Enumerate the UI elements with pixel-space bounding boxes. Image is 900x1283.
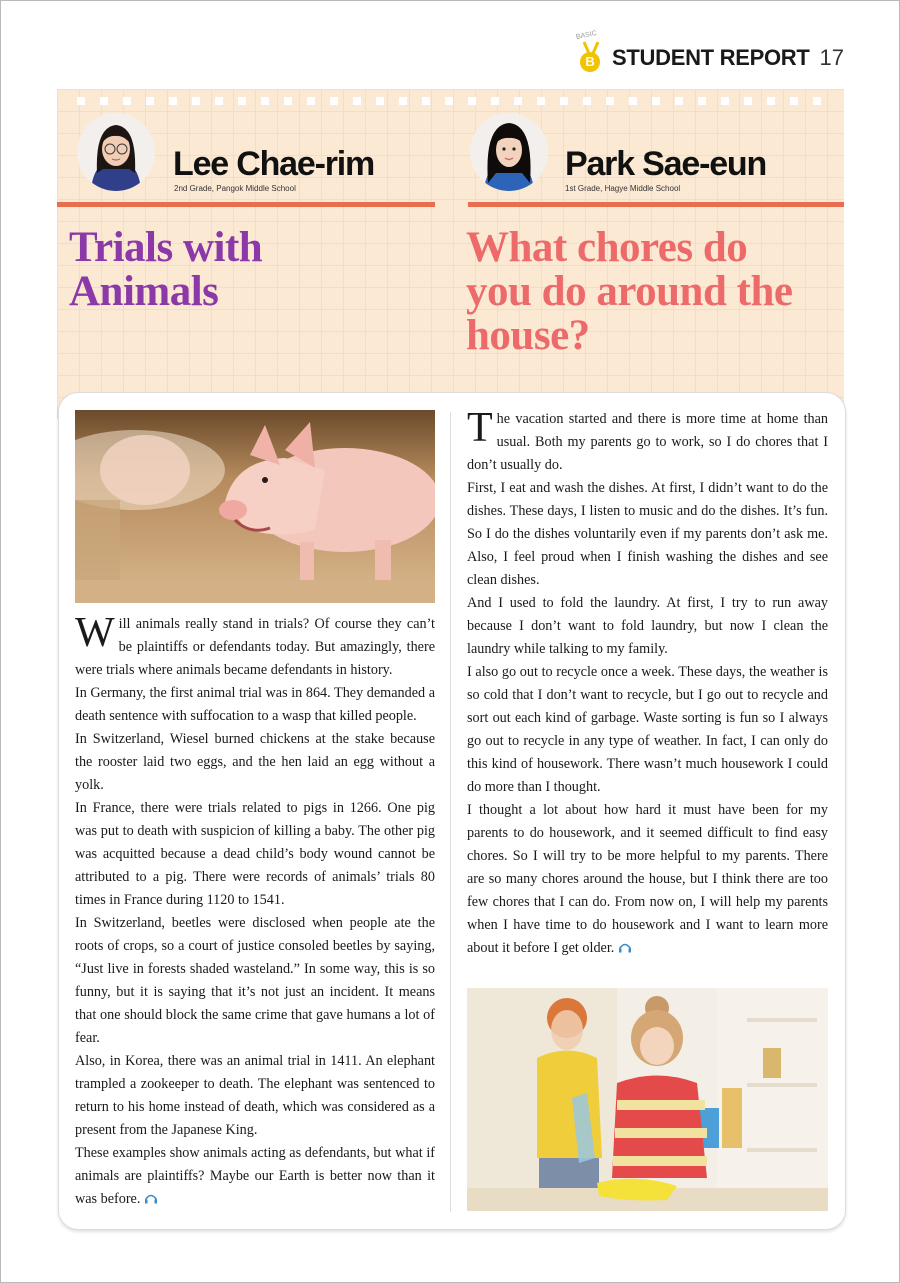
paragraph: I also go out to recycle once a week. These days, the weather is so cold that I don’t want to recycle, but I go out to recycle and sort out each kind of garbage. Waste sorting is fun so I always go out to recycle in any type of weather. In fact, I can only do this kind of housework. There wasn’t much housework I could do more than I thought.	[467, 664, 828, 795]
paragraph: In Switzerland, Wiesel burned chickens at the stake because the rooster laid two eggs, and the hen laid an egg without a yolk.	[75, 731, 435, 793]
headphones-icon	[144, 1193, 158, 1204]
paragraph: Also, in Korea, there was an animal trial in 1411. An elephant trampled a zookeeper to death. The elephant was sentenced to return to his home instead of death, which was considered as a present from the Japanese King.	[75, 1053, 435, 1138]
paragraph-text: I thought a lot about how hard it must have been for my parents to do housework, and it seemed difficult to find easy chores. So I will try to be more helpful to my parents. There are so many chores around the house, but I think there are too few chores that I can do. From now on, I will help my parents when I have time to do housework and I want to learn more about it before I get older.	[467, 802, 828, 956]
badge-letter: B	[580, 52, 600, 72]
paragraph	[467, 405, 828, 477]
badge-small-label: BASIC	[575, 29, 598, 42]
paragraph-text: ill animals really stand in trials? Of course they can’t be plaintiffs or defendants today. But amazingly, there were trials where animals became defendants in history.	[75, 616, 435, 678]
author-name-left: Lee Chae-rim	[173, 145, 375, 183]
drop-cap: W	[75, 610, 115, 656]
paragraph	[75, 1142, 435, 1211]
page-header	[576, 30, 844, 76]
headphones-icon	[618, 942, 632, 953]
title-right-line3: house?	[466, 312, 590, 359]
article-body-right	[467, 405, 828, 960]
paragraph: In France, there were trials related to pigs in 1266. One pig was put to death with suspicion of killing a baby. The other pig was acquitted because a dead child’s body wound cannot be attributed to a pig. There were records of animals’ trials 80 times in France during 1120 to 1541.	[75, 800, 435, 908]
pig-photo	[75, 410, 435, 603]
drop-cap: T	[467, 405, 493, 451]
page-number: 17	[819, 45, 844, 70]
section-title: STUDENT REPORT	[612, 45, 810, 70]
author-name-right: Park Sae-eun	[565, 145, 767, 183]
cleaning-photo	[467, 988, 828, 1211]
article-body-left	[75, 610, 435, 1211]
title-left-line1: Trials with	[69, 224, 263, 271]
author-school-left: 2nd Grade, Pangok Middle School	[174, 184, 296, 193]
paragraph	[75, 610, 435, 682]
article-title-right	[466, 226, 792, 358]
paragraph: And I used to fold the laundry. At first, I try to run away because I don’t want to fold laundry, but now I clean the laundry while talking to my family.	[467, 595, 828, 657]
author-school-right: 1st Grade, Hagye Middle School	[565, 184, 681, 193]
paragraph	[467, 799, 828, 960]
paragraph: First, I eat and wash the dishes. At first, I didn’t want to do the dishes. These days, I listen to music and do the dishes. It’s fun. So I do the dishes voluntarily even if my parents don’t ask me. Also, I feel proud when I finish washing the dishes and see clean dishes.	[467, 480, 828, 588]
title-right-line2: you do around the	[466, 268, 793, 315]
accent-rule-right	[468, 202, 844, 207]
article-title-left	[69, 226, 262, 314]
author-photo-left	[77, 113, 155, 191]
paragraph-text: he vacation started and there is more time at home than usual. Both my parents go to work, so I do chores that I don’t usually do.	[467, 411, 828, 473]
column-divider	[450, 412, 451, 1212]
basic-badge	[575, 29, 606, 76]
panel-dot-border	[77, 97, 834, 105]
author-photo-right	[470, 113, 548, 191]
paragraph-text: These examples show animals acting as defendants, but what if animals are plaintiffs? Maybe our Earth is better now than it was before.	[75, 1145, 435, 1207]
title-left-line2: Animals	[69, 268, 219, 315]
title-right-line1: What chores do	[466, 224, 748, 271]
accent-rule-left	[57, 202, 435, 207]
paragraph: In Germany, the first animal trial was in 864. They demanded a death sentence with suffocation to a wasp that killed people.	[75, 685, 435, 724]
paragraph: In Switzerland, beetles were disclosed when people ate the roots of crops, so a court of justice consoled beetles by saying, “Just live in forests shaded wasteland.” In some way, this is so funny, but it is saying that it’s not just an incident. It means that one should block the same crime that gave humans a lot of fear.	[75, 915, 435, 1046]
